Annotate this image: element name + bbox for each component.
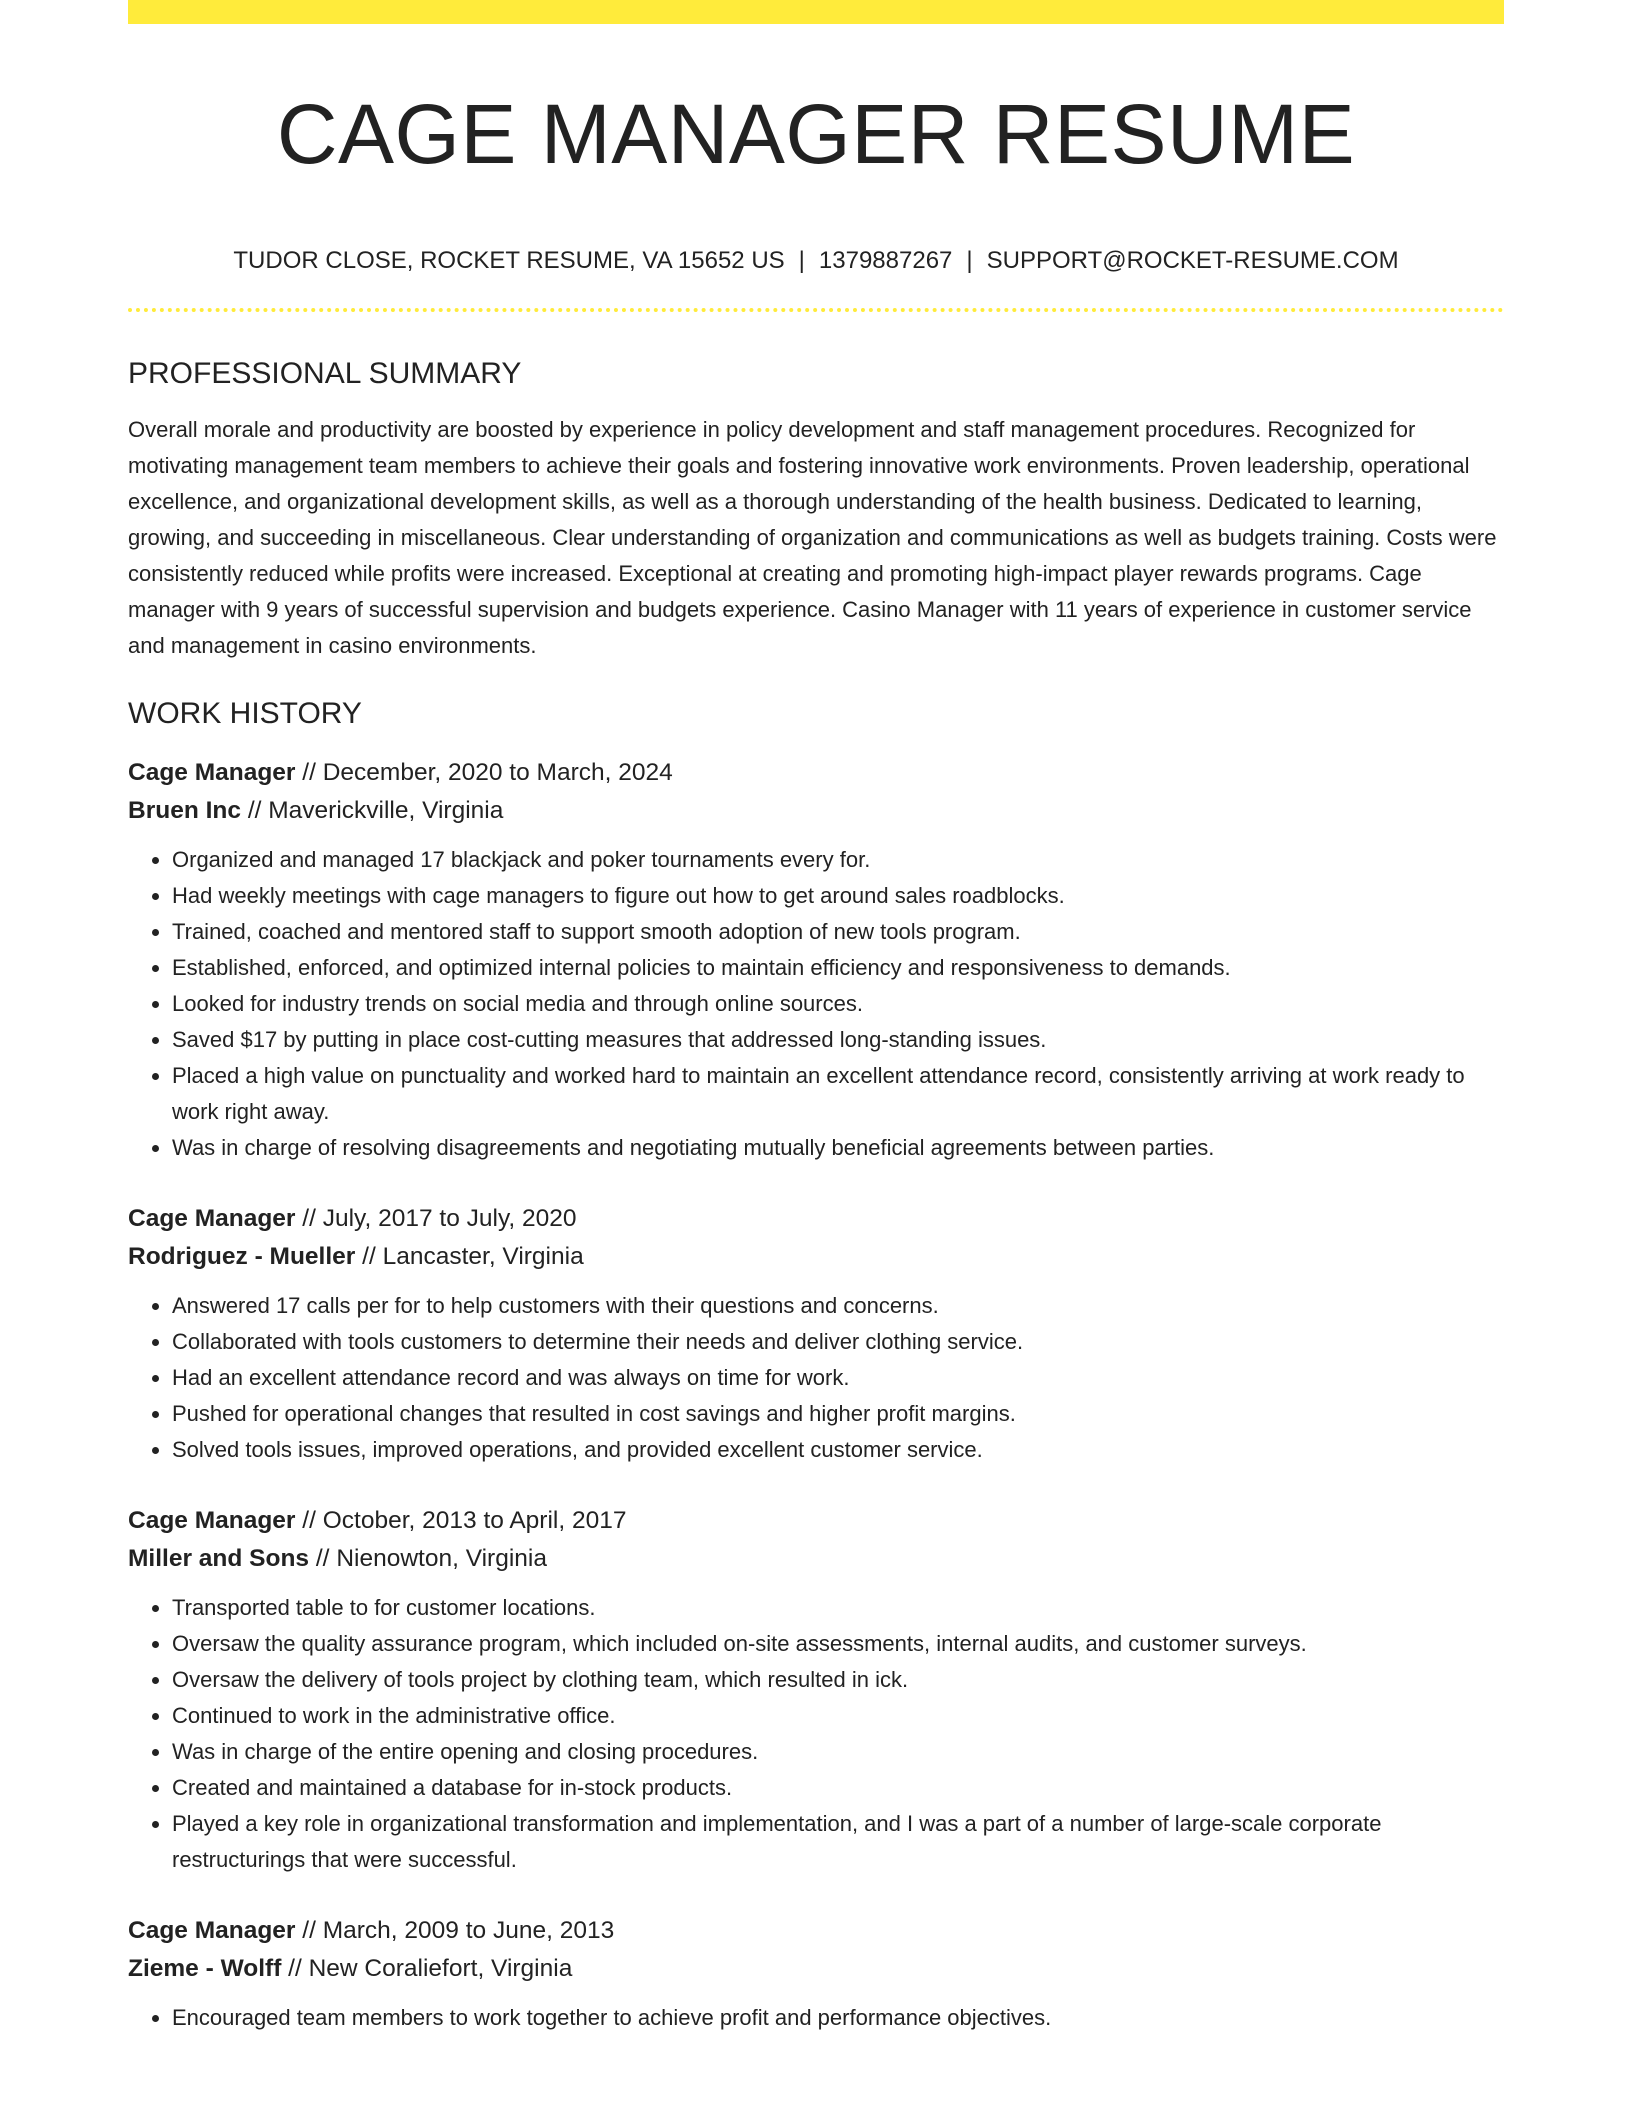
job-entry: [128, 1200, 1504, 1468]
job-delimiter: //: [288, 1955, 302, 1982]
top-accent-bar: [128, 0, 1504, 24]
job-company: Zieme - Wolff: [128, 1955, 282, 1982]
job-dates: July, 2017 to July, 2020: [322, 1205, 577, 1232]
job-bullet: • Trained, coached and mentored staff to support smooth adoption of new tools program.: [172, 914, 1504, 950]
job-bullet: • Looked for industry trends on social media and through online sources.: [172, 986, 1504, 1022]
contact-separator: |: [798, 247, 805, 274]
job-delimiter: //: [362, 1243, 376, 1270]
job-bullet: • Solved tools issues, improved operations, and provided excellent customer service.: [172, 1432, 1504, 1468]
job-company-line: [128, 1238, 1504, 1276]
job-bullet: • Transported table to for customer locations.: [172, 1590, 1504, 1626]
job-location: New Coraliefort, Virginia: [308, 1955, 573, 1982]
job-company-line: [128, 1950, 1504, 1988]
work-history-list: [128, 754, 1504, 2036]
work-history-heading: WORK HISTORY: [128, 697, 362, 730]
job-delimiter: //: [247, 797, 262, 824]
summary-text: Overall morale and productivity are boosted by experience in policy development and staff management procedures. Recognized for motivating management team members to achieve their goals and fostering innovative work environments. Proven leadership, operational excellence, and organizational development skills, as well as a thorough understanding of the health business. Dedicated to learning, growing, and succeeding in miscellaneous. Clear understanding of organization and communications as well as budgets training. Costs were consistently reduced while profits were increased. Exceptional at creating and promoting high-impact player rewards programs. Cage manager with 9 years of successful supervision and budgets experience. Casino Manager with 11 years of experience in customer service and management in casino environments.: [128, 417, 1497, 658]
job-bullet-list: [128, 2000, 1504, 2036]
job-bullet: • Created and maintained a database for in-stock products.: [172, 1770, 1504, 1806]
job-company: Bruen Inc: [128, 797, 241, 824]
contact-phone: 1379887267: [818, 247, 953, 274]
job-bullet: • Pushed for operational changes that resulted in cost savings and higher profit margins.: [172, 1396, 1504, 1432]
job-title-line: [128, 1200, 1504, 1238]
contact-line: [128, 246, 1504, 276]
job-title: Cage Manager: [128, 1507, 296, 1534]
job-title: Cage Manager: [128, 759, 296, 786]
resume-page: [128, 0, 1504, 2036]
job-title-line: [128, 1912, 1504, 1950]
job-bullet: • Placed a high value on punctuality and worked hard to maintain an excellent attendance record, consistently arriving at work ready to work right away.: [172, 1058, 1504, 1130]
job-title: Cage Manager: [128, 1205, 296, 1232]
job-title-line: [128, 754, 1504, 792]
job-dates: October, 2013 to April, 2017: [322, 1507, 627, 1534]
contact-address: TUDOR CLOSE, ROCKET RESUME, VA 15652 US: [233, 247, 785, 274]
page-title: CAGE MANAGER RESUME: [276, 87, 1356, 181]
job-bullet-list: [128, 1590, 1504, 1878]
job-delimiter: //: [302, 1507, 316, 1534]
job-bullet: • Established, enforced, and optimized internal policies to maintain efficiency and responsiveness to demands.: [172, 950, 1504, 986]
job-bullet: • Oversaw the quality assurance program, which included on-site assessments, internal audits, and customer surveys.: [172, 1626, 1504, 1662]
job-bullet: • Oversaw the delivery of tools project by clothing team, which resulted in ick.: [172, 1662, 1504, 1698]
job-dates: March, 2009 to June, 2013: [322, 1917, 615, 1944]
summary-heading: PROFESSIONAL SUMMARY: [128, 357, 522, 390]
job-dates: December, 2020 to March, 2024: [322, 759, 673, 786]
job-bullet: • Saved $17 by putting in place cost-cutting measures that addressed long-standing issues.: [172, 1022, 1504, 1058]
contact-email: SUPPORT@ROCKET-RESUME.COM: [986, 247, 1399, 274]
job-delimiter: //: [302, 759, 316, 786]
job-entry: [128, 1912, 1504, 2036]
job-bullet-list: [128, 1288, 1504, 1468]
job-company-line: [128, 1540, 1504, 1578]
job-bullet: • Encouraged team members to work together to achieve profit and performance objectives.: [172, 2000, 1504, 2036]
job-title: Cage Manager: [128, 1917, 296, 1944]
job-bullet: • Collaborated with tools customers to determine their needs and deliver clothing service.: [172, 1324, 1504, 1360]
job-location: Nienowton, Virginia: [336, 1545, 547, 1572]
job-entry: [128, 754, 1504, 1166]
job-bullet-list: [128, 842, 1504, 1166]
contact-separator: |: [966, 247, 973, 274]
job-bullet: • Organized and managed 17 blackjack and poker tournaments every for.: [172, 842, 1504, 878]
job-delimiter: //: [302, 1917, 316, 1944]
dotted-divider: [128, 308, 1504, 312]
job-company: Miller and Sons: [128, 1545, 310, 1572]
job-title-line: [128, 1502, 1504, 1540]
job-delimiter: //: [315, 1545, 330, 1572]
job-delimiter: //: [302, 1205, 316, 1232]
job-company: Rodriguez - Mueller: [128, 1243, 356, 1270]
job-bullet: • Answered 17 calls per for to help customers with their questions and concerns.: [172, 1288, 1504, 1324]
job-company-line: [128, 792, 1504, 830]
job-bullet: • Had weekly meetings with cage managers to figure out how to get around sales roadblocks.: [172, 878, 1504, 914]
job-bullet: • Played a key role in organizational transformation and implementation, and I was a part of a number of large-scale corporate restructurings that were successful.: [172, 1806, 1504, 1878]
job-bullet: • Was in charge of the entire opening and closing procedures.: [172, 1734, 1504, 1770]
job-bullet: • Continued to work in the administrative office.: [172, 1698, 1504, 1734]
job-bullet: • Was in charge of resolving disagreements and negotiating mutually beneficial agreements between parties.: [172, 1130, 1504, 1166]
job-bullet: • Had an excellent attendance record and was always on time for work.: [172, 1360, 1504, 1396]
job-location: Maverickville, Virginia: [268, 797, 504, 824]
job-location: Lancaster, Virginia: [382, 1243, 584, 1270]
job-entry: [128, 1502, 1504, 1878]
